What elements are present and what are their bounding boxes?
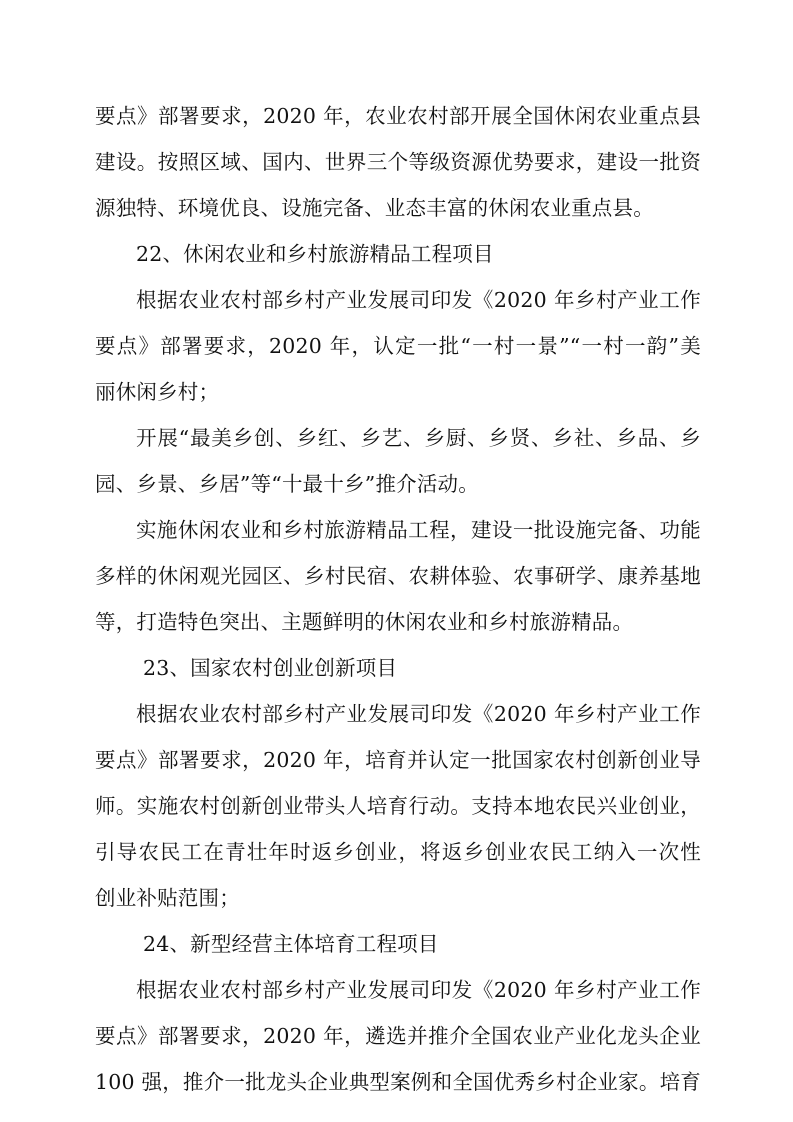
body-text-line: 要点》部署要求，2020 年，认定一批“一村一景”“一村一韵”美 — [95, 334, 701, 358]
body-text-line: 根据农业农村部乡村产业发展司印发《2020 年乡村产业工作 — [136, 288, 701, 312]
body-text-line: 要点》部署要求，2020 年，农业农村部开展全国休闲农业重点县 — [95, 104, 701, 128]
section-heading-24: 24、新型经营主体培育工程项目 — [143, 932, 439, 956]
body-text-line: 等，打造特色突出、主题鲜明的休闲农业和乡村旅游精品。 — [95, 610, 634, 634]
body-text-line: 100 强，推介一批龙头企业典型案例和全国优秀乡村企业家。培育 — [95, 1070, 701, 1094]
body-text-line: 丽休闲乡村； — [95, 380, 220, 404]
body-text-line: 多样的休闲观光园区、乡村民宿、农耕体验、农事研学、康养基地 — [95, 564, 701, 588]
body-text-line: 开展“最美乡创、乡红、乡艺、乡厨、乡贤、乡社、乡品、乡 — [136, 426, 701, 450]
body-text-line: 实施休闲农业和乡村旅游精品工程，建设一批设施完备、功能 — [136, 518, 701, 542]
body-text-line: 源独特、环境优良、设施完备、业态丰富的休闲农业重点县。 — [95, 196, 654, 220]
body-text-line: 师。实施农村创新创业带头人培育行动。支持本地农民兴业创业， — [95, 794, 701, 818]
section-heading-22: 22、休闲农业和乡村旅游精品工程项目 — [136, 242, 494, 266]
body-text-line: 要点》部署要求，2020 年，培育并认定一批国家农村创新创业导 — [95, 748, 701, 772]
section-heading-23: 23、国家农村创业创新项目 — [143, 656, 398, 680]
body-text-line: 园、乡景、乡居”等“十最十乡”推介活动。 — [95, 472, 479, 496]
body-text-line: 根据农业农村部乡村产业发展司印发《2020 年乡村产业工作 — [136, 702, 701, 726]
body-text-line: 创业补贴范围； — [95, 886, 240, 910]
body-text-line: 根据农业农村部乡村产业发展司印发《2020 年乡村产业工作 — [136, 978, 701, 1002]
body-text-line: 要点》部署要求，2020 年，遴选并推介全国农业产业化龙头企业 — [95, 1024, 701, 1048]
body-text-line: 建设。按照区域、国内、世界三个等级资源优势要求，建设一批资 — [95, 150, 701, 174]
body-text-line: 引导农民工在青壮年时返乡创业，将返乡创业农民工纳入一次性 — [95, 840, 701, 864]
